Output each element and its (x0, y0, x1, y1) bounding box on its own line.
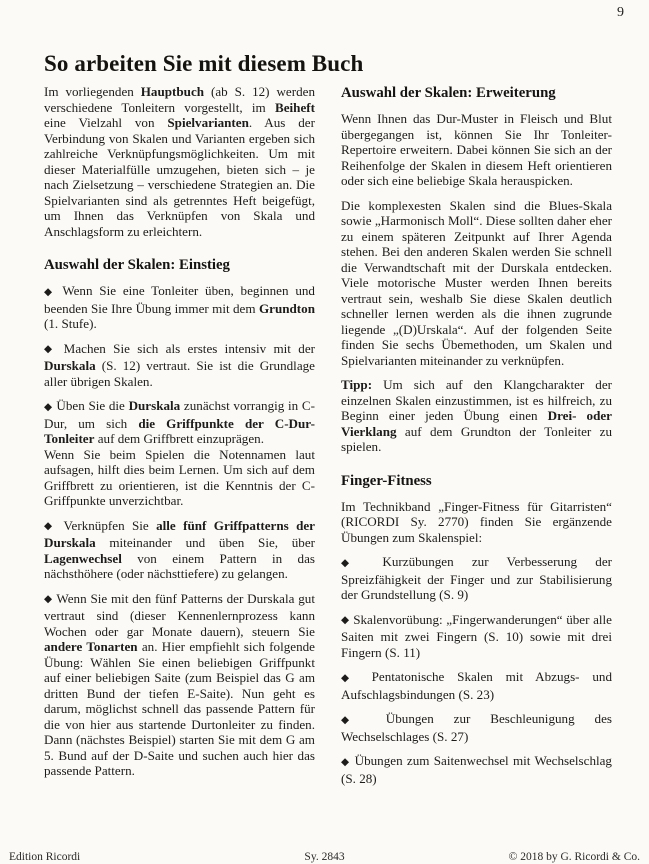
page-title: So arbeiten Sie mit diesem Buch (44, 51, 364, 77)
text-run: auf dem Grundton der Tonleiter zu spielen. (341, 423, 612, 454)
bullet-item (44, 518, 315, 582)
bullet-diamond-icon: ◆ (44, 593, 53, 605)
text-run: Übungen zur Beschleunigung des Wechselschlages (S. 27) (341, 711, 612, 744)
bold-text-run: Beiheft (275, 99, 315, 115)
text-run: von einem Pattern in das nächsthöhere (oder nächsttiefere) zu gelangen. (44, 550, 315, 581)
bold-text-run: andere Tonarten (44, 639, 138, 654)
bold-text-run: Grundton (258, 300, 315, 316)
left-column (44, 84, 315, 786)
section-heading: Auswahl der Skalen: Erweiterung (341, 85, 556, 101)
text-run: Wenn Sie beim Spielen die Notennamen laut aufsagen, hilft dies beim Lernen. Um sich auf dem Griffbrett zu orientieren, ist die Kenntnis der C-Griffpunkte unverzichtbar. (44, 446, 315, 508)
text-run: Wenn Sie mit den fünf Patterns der Durskala gut vertraut sind (dieser Kennenlernprozess kann Wochen oder gar Monate dauern), steuern Sie (44, 590, 315, 639)
text-run: (S. 12) vertraut. Sie ist die Grundlage aller übrigen Skalen. (44, 358, 315, 389)
bold-text-run: Spielvarianten (167, 115, 249, 130)
bullet-diamond-icon: ◆ (341, 614, 350, 626)
bold-text-run: alle fünf Griffpatterns der Durskala (44, 517, 315, 550)
text-run: Wenn Sie eine Tonleiter üben, beginnen und beenden Sie Ihre Übung immer mit dem (44, 283, 315, 316)
bullet-item (341, 711, 612, 744)
paragraph (341, 377, 612, 455)
paragraph (44, 84, 315, 239)
bullet-item (341, 753, 612, 786)
page-footer (0, 851, 649, 863)
right-column (341, 84, 612, 786)
two-column-text (44, 84, 612, 786)
text-run: an. Hier empfiehlt sich folgende Übung: Wählen Sie einen beliebigen Griffpunkt auf einer beliebigen Saite (zum Beispiel das G am dritten Bund der tiefen E-Saite). Nun geht es darum, möglichst schnell das passende Pattern für die von hier aus startende Durtonleiter zu finden. Dann (nächstes Beispiel) starten Sie mit dem G am 5. Bund auf der D-Saite und suchen auch hier das passende Pattern. (44, 639, 315, 778)
text-run: (1. Stufe). (44, 316, 97, 331)
text-run: Pentatonische Skalen mit Abzugs- und Aufschlagsbindungen (S. 23) (341, 669, 612, 702)
paragraph (341, 198, 612, 369)
bullet-item (341, 554, 612, 603)
bullet-item (44, 591, 315, 779)
bold-text-run: Hauptbuch (140, 84, 205, 99)
paragraph (341, 111, 612, 189)
text-run: Übungen zum Saitenwechsel mit Wechselschlag (S. 28) (341, 753, 612, 786)
bold-text-run: Durskala (44, 358, 96, 373)
bullet-diamond-icon: ◆ (341, 556, 365, 569)
bullet-diamond-icon: ◆ (44, 520, 57, 532)
text-run: Im Technikband „Finger-Fitness für Gitarristen“ (RICORDI Sy. 2770) finden Sie ergänzende Übungen zum Skalenspiel: (341, 498, 612, 545)
text-run: miteinander und üben Sie, über (95, 535, 315, 550)
footer-edition: Edition Ricordi (9, 851, 81, 863)
bold-text-run: Durskala (128, 398, 181, 413)
bullet-item (341, 612, 612, 661)
bold-text-run: Tipp: (341, 377, 373, 392)
text-run: Kurzübungen zur Verbesserung der Spreizfähigkeit der Finger und zur Stabilisierung der Grundstellung (S. 9) (341, 554, 612, 602)
bullet-item (341, 669, 612, 702)
text-run: Wenn Ihnen das Dur-Muster in Fleisch und Blut übergegangen ist, können Sie Ihr Tonleiter-Repertoire erweitern. Dabei können Sie sich an der Reihenfolge der Skalen in diesem Heft orientieren oder sich eine beliebige Skala herauspicken. (341, 111, 612, 188)
bullet-diamond-icon: ◆ (341, 671, 359, 684)
section-heading: Auswahl der Skalen: Einstieg (44, 257, 230, 273)
text-run: Skalenvorübung: „Fingerwanderungen“ über alle Saiten mit zwei Fingern (S. 10) sowie mit drei Fingern (S. 11) (341, 611, 612, 660)
page-number: 9 (617, 5, 624, 20)
bold-text-run: Lagenwechsel (44, 550, 122, 566)
text-run: (ab S. 12) werden verschiedene Tonleitern vorgestellt, im (44, 84, 315, 115)
bullet-item (44, 398, 315, 447)
bullet-diamond-icon: ◆ (44, 285, 56, 298)
text-run: Die komplexesten Skalen sind die Blues-Skala sowie „Harmonisch Moll“. Diese sollten daher eher zu einem späteren Zeitpunkt auf Ihrer Agenda stehen. Bei den anderen Skalen werden Sie schnell die Verwandtschaft mit der Durskala entdecken. Viele motorische Muster werden Ihnen bereits vertraut sein, weshalb Sie diese Skalen deutlich schneller lernen werden als die ihnen zugrunde liegende „(D)Urskala“. Auf der folgenden Seite finden Sie sechs Übemethoden, um Skalen und Spielvarianten miteinander zu verknüpfen. (341, 197, 612, 368)
footer-catalog-number: Sy. 2843 (304, 851, 345, 863)
text-run: . Aus der Verbindung von Skalen und Varianten ergeben sich zahlreiche Verknüpfungsmöglichkeiten. Um mit dieser Materialfülle umzugehen, bieten sich – je nach Zielsetzung – verschiedene Strategien an. Die Spielvarianten sind als getrenntes Heft beigefügt, um Ihnen das Verknüpfen von Skala und Anschlagsform zu erleichtern. (44, 115, 315, 239)
bullet-item (44, 283, 315, 332)
paragraph (44, 447, 315, 509)
text-run: eine Vielzahl von (44, 115, 168, 130)
section-heading: Finger-Fitness (341, 472, 432, 489)
text-run: Im vorliegenden (44, 84, 141, 99)
text-run: zunächst vorrangig in C-Dur, um sich (44, 398, 315, 431)
bold-text-run: die Griffpunkte der C-Dur-Tonleiter (44, 415, 315, 446)
bold-text-run: Drei- oder Vierklang (341, 408, 612, 439)
bullet-diamond-icon: ◆ (44, 400, 53, 413)
text-run: Machen Sie sich als erstes intensiv mit der (63, 340, 315, 356)
text-run: Verknüpfen Sie (63, 517, 157, 533)
paragraph (341, 499, 612, 546)
text-run: Um sich auf den Klangcharakter der einzelnen Skalen einzustimmen, ist es hilfreich, zu Beginn einer jeden Übung einen (341, 377, 612, 423)
bullet-diamond-icon: ◆ (44, 343, 57, 355)
text-run: auf dem Griffbrett einzuprägen. (94, 431, 264, 446)
bullet-item (44, 341, 315, 390)
bullet-diamond-icon: ◆ (341, 713, 366, 726)
bullet-diamond-icon: ◆ (341, 755, 351, 768)
text-run: Üben Sie die (56, 398, 129, 413)
footer-copyright: © 2018 by G. Ricordi & Co. (508, 851, 640, 863)
